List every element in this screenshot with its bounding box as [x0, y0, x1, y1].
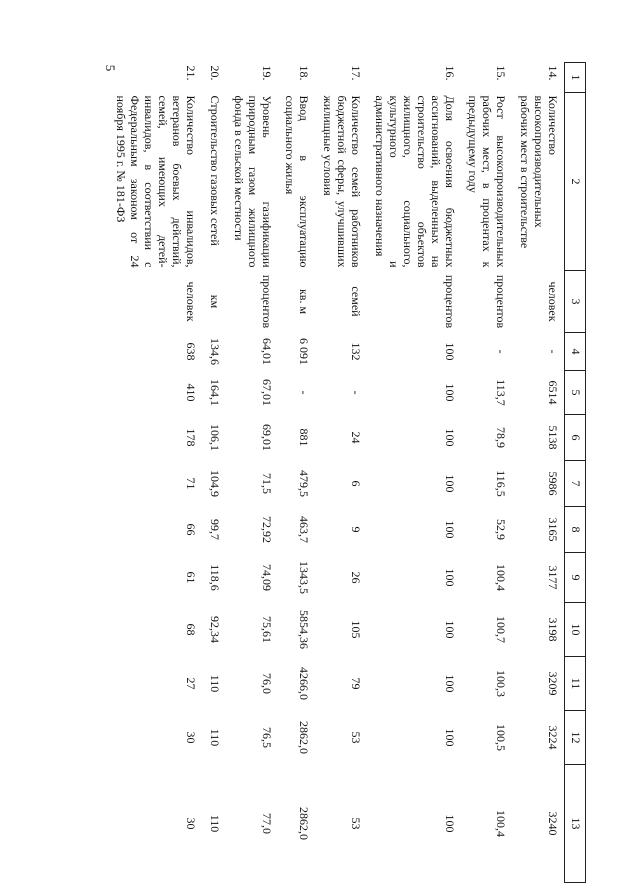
indicator-name: Доля освоения бюджетных ассигнований, выделенных на строительство объектов жилищного, социального, культурного и административного назначения [373, 95, 457, 268]
value-cell: - [546, 349, 560, 354]
table-row [461, 63, 513, 883]
header-cell: 8 [565, 507, 586, 553]
header-cell: 4 [565, 333, 586, 371]
value-cell: 105 [349, 620, 364, 639]
unit-cell: кв. м [297, 288, 312, 315]
indicator-name: Количество высокопроизводительных рабочих мест в строительстве [518, 95, 560, 249]
value-cell: 75,61 [259, 616, 274, 643]
value-cell: 3198 [546, 617, 560, 642]
value-cell: 5986 [546, 471, 560, 496]
unit-cell: человек [183, 281, 198, 322]
value-cell: 6514 [546, 380, 560, 405]
value-cell: 479,5 [297, 470, 312, 497]
value-cell: 69,01 [259, 424, 274, 451]
value-cell: 2862,0 [297, 807, 312, 840]
value-cell: 24 [349, 431, 364, 444]
table-row [278, 63, 316, 883]
value-cell: 67,01 [259, 379, 274, 406]
value-cell: 100 [442, 383, 457, 402]
row-number: 21. [183, 65, 198, 81]
header-cell: 11 [565, 657, 586, 711]
table-row [109, 63, 202, 883]
value-cell: 27 [183, 677, 198, 690]
value-cell: 3177 [546, 565, 560, 590]
value-cell: 100 [442, 674, 457, 693]
header-cell: 13 [565, 765, 586, 883]
value-cell: 64,01 [259, 338, 274, 365]
value-cell: 463,7 [297, 516, 312, 543]
unit-cell: процентов [259, 274, 274, 329]
value-cell: 78,9 [494, 427, 509, 448]
value-cell: 53 [349, 817, 364, 830]
table-row [512, 63, 564, 883]
value-cell: 76,0 [259, 673, 274, 694]
value-cell: 4266,0 [297, 667, 312, 700]
value-cell: 3224 [546, 725, 560, 750]
value-cell: 100 [442, 474, 457, 493]
indicator-name: Количество инвалидов, ветеранов боевых действий, семей, имеющих детей-инвалидов, в соответствии с Федеральным законом от 24 ноября 1995 г. № 181-ФЗ [114, 95, 198, 268]
row-number: 20. [207, 65, 222, 81]
value-cell: - [494, 349, 509, 354]
table-row [367, 63, 460, 883]
value-cell: 72,92 [259, 516, 274, 543]
value-cell: 116,5 [494, 470, 509, 497]
value-cell: 2862,0 [297, 721, 312, 754]
value-cell: 6 [349, 480, 364, 487]
table-row [315, 63, 367, 883]
value-cell: 178 [183, 428, 198, 447]
value-cell: 100 [442, 568, 457, 587]
value-cell: 104,9 [207, 470, 222, 497]
header-cell: 6 [565, 415, 586, 461]
value-cell: 110 [207, 674, 222, 693]
unit-cell: км [207, 294, 222, 309]
value-cell: 99,7 [207, 519, 222, 540]
value-cell: 132 [349, 342, 364, 361]
indicator-name: Уровень газификации природным газом жилищного фонда в сельской местности [231, 95, 274, 268]
value-cell: 100 [442, 520, 457, 539]
row-number: 14. [546, 65, 560, 81]
row-number: 19. [259, 65, 274, 81]
value-cell: 76,5 [259, 727, 274, 748]
value-cell: 1343,5 [297, 561, 312, 594]
header-cell: 12 [565, 711, 586, 765]
header-row [565, 63, 586, 883]
value-cell: 61 [183, 571, 198, 584]
value-cell: 74,09 [259, 564, 274, 591]
value-cell: 6 091 [297, 338, 312, 365]
header-cell: 3 [565, 271, 586, 333]
value-cell: 113,7 [494, 379, 509, 406]
indicator-name: Рост высокопроизводительных рабочих мест, в процентах к предыдущему году [466, 95, 509, 268]
row-number: 15. [494, 65, 509, 81]
value-cell: 26 [349, 571, 364, 584]
value-cell: 77,0 [259, 813, 274, 834]
header-cell: 9 [565, 553, 586, 603]
rotated-table-container [114, 62, 586, 840]
value-cell: 100 [442, 728, 457, 747]
header-cell: 10 [565, 603, 586, 657]
value-cell: 100,4 [494, 564, 509, 591]
value-cell: 66 [183, 523, 198, 536]
value-cell: 68 [183, 623, 198, 636]
value-cell: 3165 [546, 517, 560, 542]
indicator-name: Строительство газовых сетей [207, 95, 222, 246]
header-cell: 5 [565, 371, 586, 415]
unit-cell: человек [546, 281, 560, 322]
value-cell: 5138 [546, 425, 560, 450]
value-cell: 30 [183, 731, 198, 744]
value-cell: 3209 [546, 671, 560, 696]
value-cell: 100,5 [494, 724, 509, 751]
table-row [226, 63, 278, 883]
value-cell: 53 [349, 731, 364, 744]
header-cell: 2 [565, 93, 586, 271]
row-number: 16. [442, 65, 457, 81]
header-cell: 7 [565, 461, 586, 507]
value-cell: - [349, 390, 364, 395]
unit-cell: процентов [442, 274, 457, 329]
unit-cell: процентов [494, 274, 509, 329]
table-row [202, 63, 226, 883]
value-cell: 52,9 [494, 519, 509, 540]
value-cell: 92,34 [207, 616, 222, 643]
header-cell: 1 [565, 63, 586, 93]
value-cell: 118,6 [207, 564, 222, 591]
value-cell: 71 [183, 477, 198, 490]
indicator-name: Ввод в эксплуатацию социального жилья [283, 95, 312, 268]
value-cell: 79 [349, 677, 364, 690]
value-cell: 106,1 [207, 424, 222, 451]
value-cell: 100 [442, 342, 457, 361]
value-cell: 110 [207, 728, 222, 747]
value-cell: 134,6 [207, 338, 222, 365]
row-number: 17. [349, 65, 364, 81]
value-cell: 100,7 [494, 616, 509, 643]
value-cell: 9 [349, 526, 364, 533]
row-number: 18. [297, 65, 312, 81]
value-cell: 71,5 [259, 473, 274, 494]
value-cell: 5854,36 [297, 610, 312, 649]
value-cell: 638 [183, 342, 198, 361]
value-cell: 410 [183, 383, 198, 402]
unit-cell: семей [349, 286, 364, 317]
value-cell: 3240 [546, 811, 560, 836]
value-cell: 100,4 [494, 810, 509, 837]
value-cell: 100 [442, 620, 457, 639]
page-number: 5 [103, 64, 118, 72]
value-cell: 881 [297, 428, 312, 447]
value-cell: 100 [442, 428, 457, 447]
value-cell: 100 [442, 814, 457, 833]
value-cell: 164,1 [207, 379, 222, 406]
indicators-table [109, 62, 586, 883]
indicator-name: Количество семей работников бюджетной сферы, улучшивших жилищные условия [321, 95, 364, 268]
value-cell: 30 [183, 817, 198, 830]
value-cell: 110 [207, 814, 222, 833]
value-cell: 100,3 [494, 670, 509, 697]
value-cell: - [297, 390, 312, 395]
